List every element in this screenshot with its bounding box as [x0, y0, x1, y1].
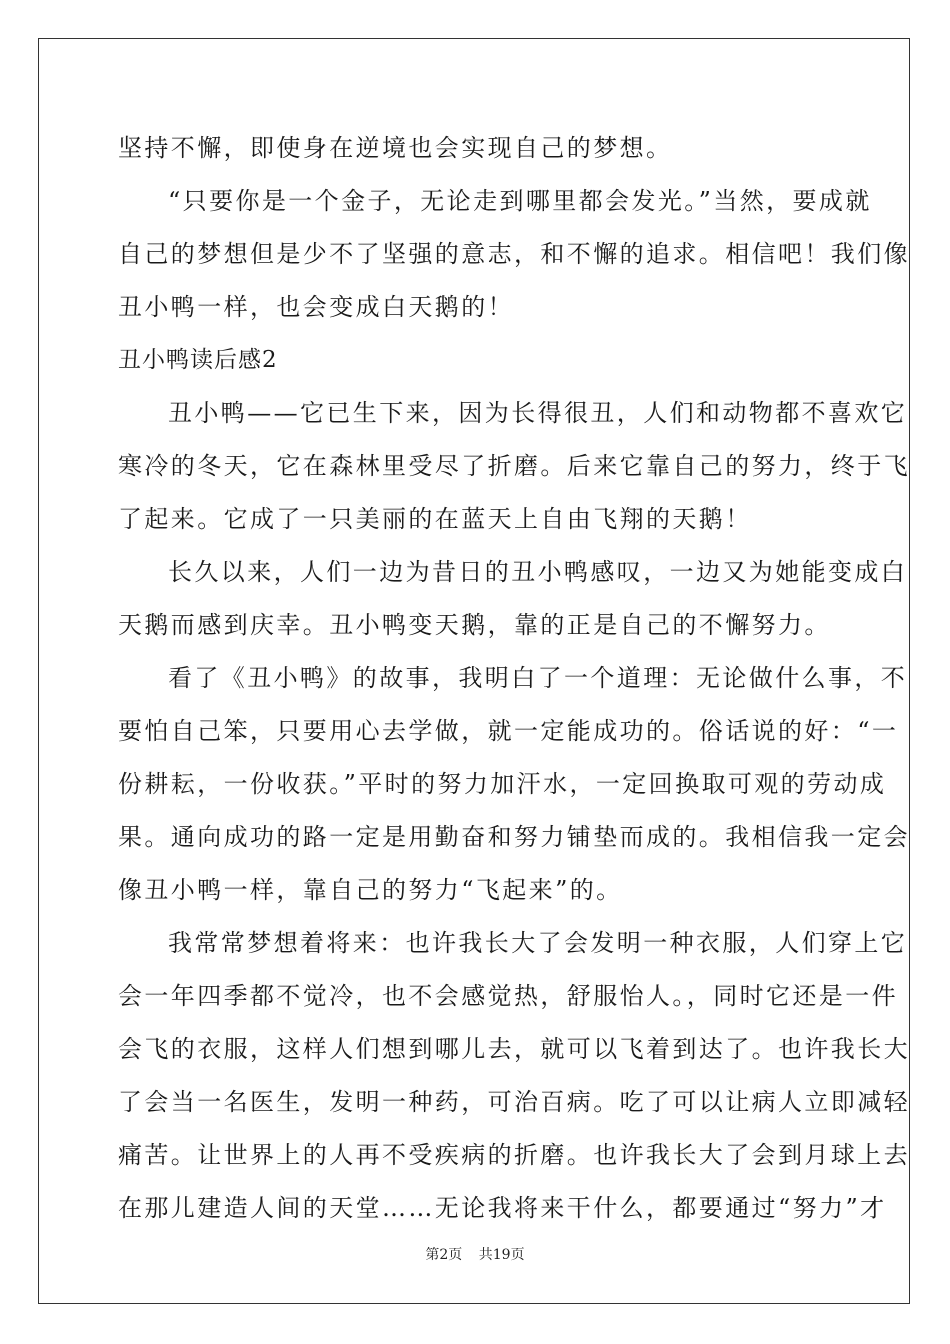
- text-line: 果。通向成功的路一定是用勤奋和努力铺垫而成的。我相信我一定会: [118, 823, 910, 851]
- text-line: 了起来。它成了一只美丽的在蓝天上自由飞翔的天鹅！: [118, 505, 752, 533]
- text-line: 长久以来，人们一边为昔日的丑小鸭感叹，一边又为她能变成白: [168, 558, 908, 586]
- page-number: 第2页: [425, 1247, 463, 1263]
- page-total: 共19页: [478, 1247, 525, 1263]
- page-footer: [0, 1244, 950, 1264]
- text-line: 寒冷的冬天，它在森林里受尽了折磨。后来它靠自己的努力，终于飞: [118, 452, 910, 480]
- text-line: 份耕耘，一份收获。”平时的努力加汗水，一定回换取可观的劳动成: [118, 770, 887, 798]
- text-line: 我常常梦想着将来：也许我长大了会发明一种衣服，人们穿上它: [168, 929, 908, 957]
- text-line: 痛苦。让世界上的人再不受疾病的折磨。也许我长大了会到月球上去: [118, 1141, 910, 1169]
- text-line: 坚持不懈，即使身在逆境也会实现自己的梦想。: [118, 134, 673, 162]
- text-line: 会一年四季都不觉冷，也不会感觉热，舒服怡人。，同时它还是一件: [118, 982, 898, 1010]
- text-line: 丑小鸭——它已生下来，因为长得很丑，人们和动物都不喜欢它: [168, 399, 908, 427]
- text-line: 在那儿建造人间的天堂……无论我将来干什么，都要通过“努力”才: [118, 1194, 887, 1222]
- text-line: 像丑小鸭一样，靠自己的努力“飞起来”的。: [118, 876, 623, 904]
- document-body: [118, 128, 910, 1241]
- text-line: 天鹅而感到庆幸。丑小鸭变天鹅，靠的正是自己的不懈努力。: [118, 611, 831, 639]
- text-line: 要怕自己笨，只要用心去学做，就一定能成功的。俗话说的好：“一: [118, 717, 899, 745]
- text-line: 看了《丑小鸭》的故事，我明白了一个道理：无论做什么事，不: [168, 664, 908, 692]
- text-line: 自己的梦想但是少不了坚强的意志，和不懈的追求。相信吧！我们像: [118, 240, 910, 268]
- section-heading: 丑小鸭读后感2: [118, 347, 278, 373]
- text-line: 了会当一名医生，发明一种药，可治百病。吃了可以让病人立即减轻: [118, 1088, 910, 1116]
- text-line: 会飞的衣服，这样人们想到哪儿去，就可以飞着到达了。也许我长大: [118, 1035, 910, 1063]
- text-line: 丑小鸭一样，也会变成白天鹅的！: [118, 293, 514, 321]
- text-line: “只要你是一个金子，无论走到哪里都会发光。”当然，要成就: [168, 187, 872, 215]
